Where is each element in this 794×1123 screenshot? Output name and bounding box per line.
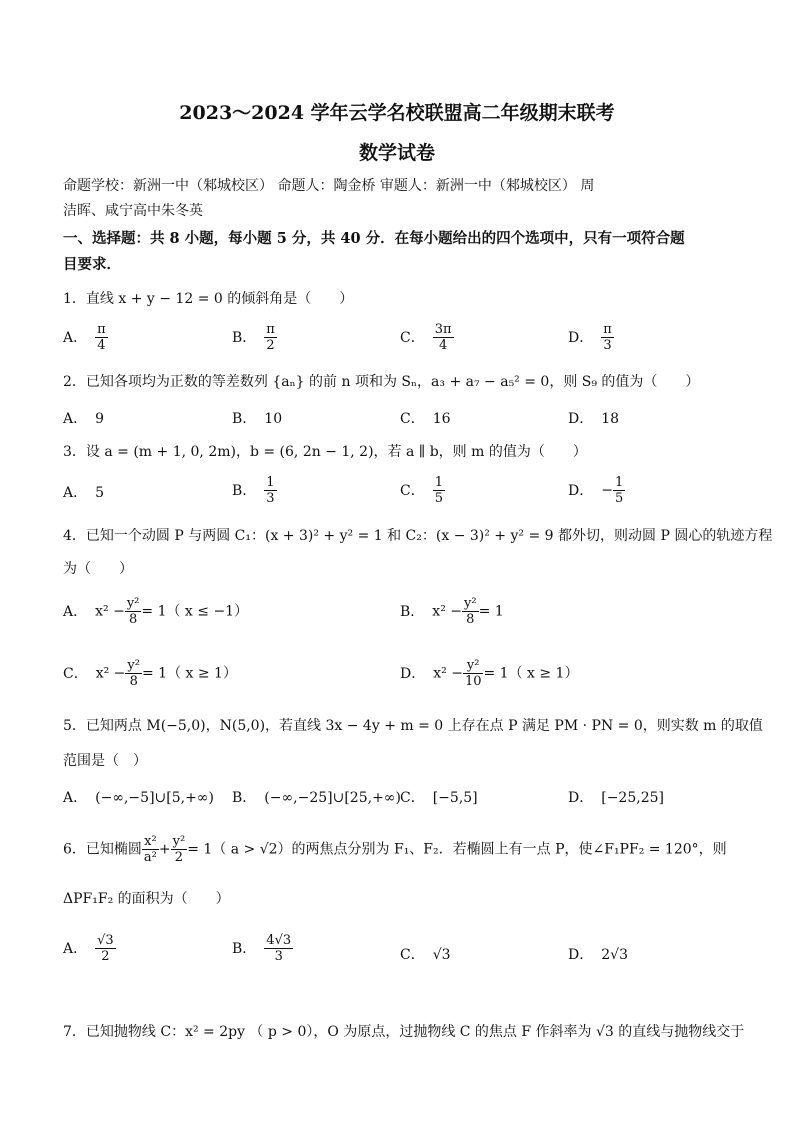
numerator: π (97, 322, 106, 337)
denominator: 10 (464, 674, 482, 689)
option-label: D． (568, 411, 594, 427)
fraction (125, 658, 142, 689)
minus-sign: − (601, 482, 613, 499)
numerator: y² (172, 834, 186, 849)
denominator: 8 (129, 674, 138, 689)
denominator: 4 (438, 338, 448, 353)
expr-post: = 1（ x ≥ 1） (483, 665, 579, 682)
denominator: 3 (603, 338, 612, 353)
q1-option-a (63, 322, 108, 353)
expr-post: = 1（ x ≥ 1） (141, 665, 237, 682)
fraction (264, 322, 277, 353)
q5-option-c (400, 787, 478, 807)
option-text: 18 (601, 411, 620, 427)
option-label: B． (232, 482, 257, 499)
fraction (601, 322, 614, 353)
fraction (95, 322, 108, 353)
option-label: B． (232, 790, 257, 806)
q4-option-c (63, 658, 237, 689)
option-label: C． (400, 411, 425, 427)
question-1-stem: 1．直线 x + y − 12 = 0 的倾斜角是（ ） (63, 291, 354, 307)
q6-option-a (63, 933, 116, 964)
stem-pre: 6．已知椭圆 (63, 841, 142, 858)
option-text: (−∞,−5]∪[5,+∞) (95, 790, 214, 806)
option-label: A． (63, 603, 88, 620)
option-label: B． (232, 411, 257, 427)
option-text: 9 (95, 411, 105, 427)
fraction (463, 658, 484, 689)
expr-post: = 1 (478, 603, 504, 620)
q3-option-b (232, 475, 277, 506)
fraction (171, 834, 188, 865)
option-label: B． (400, 603, 425, 620)
option-label: C． (400, 482, 425, 499)
option-label: B． (232, 940, 257, 957)
denominator: 3 (266, 491, 275, 506)
option-label: C． (400, 947, 425, 963)
option-label: D． (400, 665, 426, 682)
credits-line-2: 洁晖、咸宁高中朱冬英 (63, 203, 203, 219)
fraction (95, 933, 116, 964)
q6-option-d (568, 944, 628, 964)
numerator: y² (463, 658, 484, 674)
option-text: [−5,5] (432, 790, 478, 806)
option-label: B． (232, 329, 257, 346)
numerator: 4√3 (266, 933, 292, 948)
denominator: 2 (174, 850, 184, 865)
option-label: D． (568, 329, 594, 346)
option-label: A． (63, 411, 88, 427)
denominator: 3 (274, 949, 283, 964)
exam-subtitle: 数学试卷 (358, 142, 435, 164)
option-label: A． (63, 329, 88, 346)
exam-title: 2023～2024 学年云学名校联盟高二年级期末联考 (179, 102, 615, 124)
q5-option-a (63, 787, 214, 807)
denominator: 4 (97, 338, 106, 353)
option-label: D． (568, 947, 594, 963)
numerator: y² (464, 596, 477, 611)
q2-option-b (232, 408, 282, 428)
fraction (264, 475, 276, 506)
section-heading-line-2: 目要求． (63, 256, 121, 273)
option-text: √3 (432, 947, 451, 963)
option-text: 2√3 (601, 947, 628, 963)
q2-option-c (400, 408, 451, 428)
option-text: 10 (264, 411, 283, 427)
numerator: π (603, 322, 612, 337)
option-text: 5 (95, 485, 105, 501)
q3-option-a (63, 482, 104, 502)
credits-line-1: 命题学校：新洲一中（邾城校区） 命题人：陶金桥 审题人：新洲一中（邾城校区） 周 (63, 178, 595, 194)
numerator: 1 (434, 475, 443, 490)
option-label: A． (63, 790, 88, 806)
numerator: 3π (434, 322, 452, 337)
q5-option-b (232, 787, 401, 807)
option-label: C． (63, 665, 88, 682)
question-2-stem: 2．已知各项均为正数的等差数列 {aₙ} 的前 n 项和为 Sₙ，a₃ + a₇ − a₅² = 0，则 S₉ 的值为（ ） (63, 374, 700, 390)
q4-option-d (400, 658, 578, 689)
numerator: 1 (266, 475, 275, 490)
q4-option-b (400, 596, 504, 627)
question-7-stem: 7．已知抛物线 C：x² = 2py （ p > 0），O 为原点，过抛物线 C 的焦点 F 作斜率为 √3 的直线与抛物线交于 (63, 1024, 745, 1040)
q4-option-a (63, 596, 248, 627)
expr-post: = 1（ x ≤ −1） (141, 603, 249, 620)
numerator: √3 (97, 933, 114, 948)
q3-option-c (400, 475, 445, 506)
denominator: 5 (614, 491, 624, 506)
section-heading-line-1: 一、选择题：共 8 小题，每小题 5 分，共 40 分．在每小题给出的四个选项中，只有一项符合题 (63, 230, 685, 247)
denominator: 2 (266, 338, 275, 353)
question-4-stem-line-1: 4．已知一个动圆 P 与两圆 C₁：(x + 3)² + y² = 1 和 C₂：(x − 3)² + y² = 9 都外切，则动圆 P 圆心的轨迹方程 (63, 528, 773, 544)
option-text: [−25,25] (601, 790, 664, 806)
q6-option-c (400, 944, 451, 964)
question-3-stem: 3．设 a = (m + 1, 0, 2m)，b = (6, 2n − 1, 2)，若 a ∥ b，则 m 的值为（ ） (63, 444, 587, 460)
numerator: y² (127, 658, 140, 673)
denominator: 8 (128, 612, 138, 627)
expr-pre: x² − (432, 603, 462, 620)
expr-pre: x² − (433, 665, 463, 682)
q6-option-b (232, 933, 293, 964)
expr-pre: x² − (95, 603, 125, 620)
q5-option-d (568, 787, 664, 807)
denominator: 8 (466, 612, 475, 627)
fraction (125, 596, 142, 627)
numerator: x² (142, 834, 159, 850)
fraction (433, 322, 454, 353)
option-label: D． (568, 482, 594, 499)
option-label: C． (400, 790, 425, 806)
option-label: D． (568, 790, 594, 806)
denominator: a² (143, 850, 157, 865)
fraction (462, 596, 479, 627)
fraction (142, 834, 159, 865)
question-4-stem-line-2: 为（ ） (63, 561, 133, 577)
plus-sign: + (158, 841, 171, 858)
q2-option-a (63, 408, 104, 428)
option-text: (−∞,−25]∪[25,+∞) (264, 790, 401, 806)
question-5-stem-line-2: 范围是（ ） (63, 753, 147, 769)
option-label: A． (63, 485, 88, 501)
question-6-stem-line-1 (63, 834, 734, 865)
fraction (264, 933, 293, 964)
numerator: π (266, 322, 275, 337)
q3-option-d (568, 475, 625, 506)
numerator: y² (126, 596, 140, 611)
option-label: A． (63, 940, 88, 957)
numerator: 1 (614, 475, 624, 490)
fraction (613, 475, 625, 506)
denominator: 2 (101, 949, 110, 964)
q2-option-d (568, 408, 619, 428)
denominator: 5 (434, 491, 443, 506)
fraction (433, 475, 445, 506)
expr-pre: x² − (95, 665, 126, 682)
option-text: 16 (432, 411, 451, 427)
option-label: C． (400, 329, 425, 346)
q1-option-d (568, 322, 614, 353)
question-5-stem-line-1: 5．已知两点 M(−5,0)，N(5,0)，若直线 3x − 4y + m = 0 上存在点 P 满足 PM · PN = 0，则实数 m 的取值 (63, 718, 763, 734)
question-6-stem-line-2: ΔPF₁F₂ 的面积为（ ） (63, 891, 230, 907)
q1-option-b (232, 322, 277, 353)
q1-option-c (400, 322, 454, 353)
stem-post: = 1（ a > √2）的两焦点分别为 F₁、F₂．若椭圆上有一点 P，使∠F₁PF₂ = 120°，则 (187, 841, 727, 858)
